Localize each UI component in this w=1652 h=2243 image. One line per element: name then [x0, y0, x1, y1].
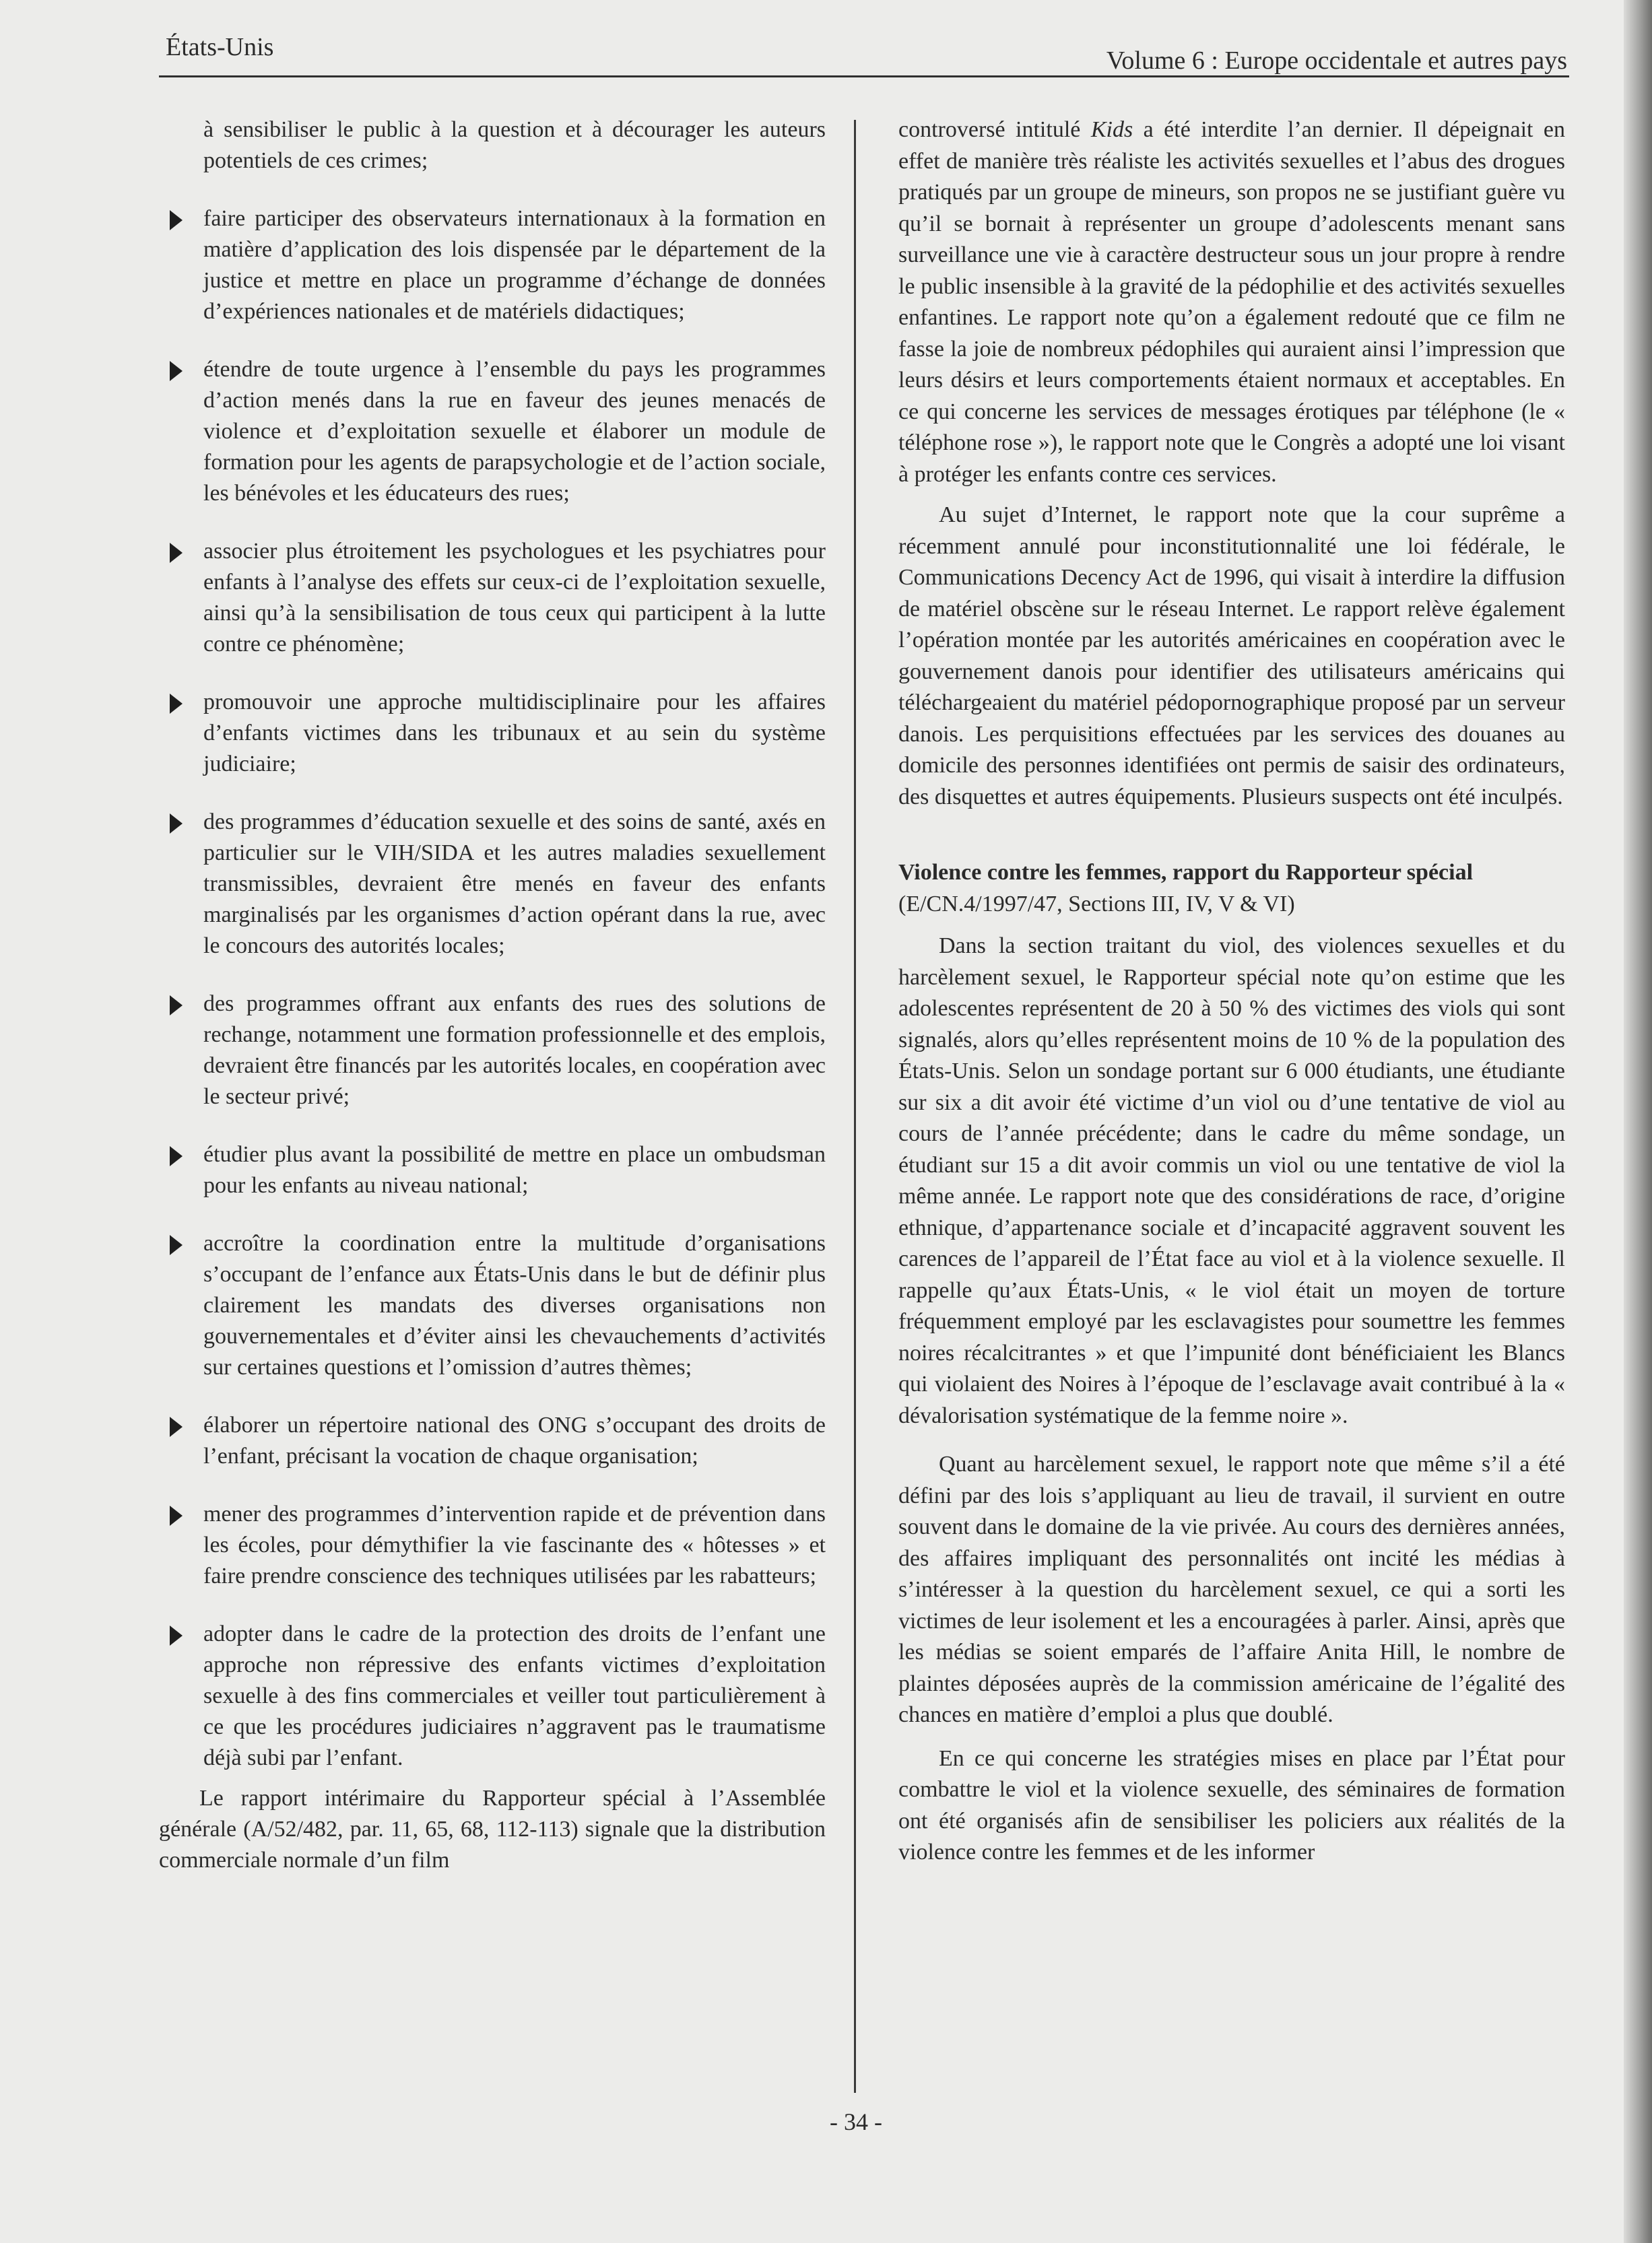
- list-item: [159, 1228, 826, 1383]
- list-item-text: promouvoir une approche multidisciplinaire pour les affaires d’enfants victimes dans les tribunaux et au sein du système judiciaire;: [203, 690, 826, 776]
- bullet-arrow-icon: [170, 694, 183, 714]
- column-divider: [854, 120, 856, 2093]
- list-item-text: à sensibiliser le public à la question et à décourager les auteurs potentiels de ces crimes;: [203, 117, 826, 173]
- page-number: - 34 -: [830, 2108, 882, 2135]
- paragraph-text: controversé intitulé: [898, 117, 1091, 142]
- recommendation-list: [159, 114, 826, 1774]
- list-item-text: des programmes offrant aux enfants des rues des solutions de rechange, notamment une formation professionnelle et des emplois, devraient être financés par les autorités locales, en coopération avec le secteur privé;: [203, 991, 826, 1109]
- bullet-arrow-icon: [170, 543, 183, 563]
- bullet-arrow-icon: [170, 210, 183, 230]
- list-item: [159, 687, 826, 780]
- bullet-arrow-icon: [170, 813, 183, 834]
- list-item: [159, 989, 826, 1112]
- film-title: Kids: [1090, 117, 1133, 142]
- closing-paragraph: Le rapport intérimaire du Rapporteur spécial à l’Assemblée générale (A/52/482, par. 11, 65, 68, 112-113) signale que la distribution commerciale normale d’un film: [159, 1786, 826, 1873]
- list-item: [159, 354, 826, 509]
- list-item-text: des programmes d’éducation sexuelle et des soins de santé, axés en particulier sur le VIH/SIDA et les autres maladies sexuellement transmissibles, devraient être menés en faveur des enfants marginalisés par les organismes d’action opérant dans la rue, avec le concours des autorités locales;: [203, 809, 826, 958]
- paragraph-rape: Dans la section traitant du viol, des violences sexuelles et du harcèlement sexuel, le Rapporteur spécial note qu’on estime que les adolescentes représentent de 20 à 50 % des victimes des viols qui sont signalés, alors qu’elles représentent moins de 10 % de la population des États-Unis. Selon un sondage portant sur 6 000 étudiants, une étudiante sur six a dit avoir été victime d’un viol ou d’une tentative de viol au cours de l’année précédente; dans le cadre du même sondage, un étudiant sur 15 a dit avoir commis un viol ou une tentative de viol la même année. Le rapport note que des considérations de race, d’origine ethnique, d’appartenance sociale et d’incapacité aggravent souvent les carences de l’appareil de l’État face au viol et à la violence sexuelle. Il rappelle qu’aux États-Unis, « le viol était un moyen de torture fréquemment employé par les esclavagistes pour soumettre les femmes noires récalcitrantes » et que l’impunité dont bénéficiaient les Blancs qui violaient des Noires à l’époque de l’esclavage avait contribué à la « dévalorisation systématique de la femme noire ».: [898, 933, 1565, 1428]
- list-item: [159, 536, 826, 660]
- running-header-country: États-Unis: [166, 33, 274, 61]
- scan-shadow-edge: [1624, 0, 1652, 2243]
- left-column: [159, 114, 826, 1876]
- bullet-arrow-icon: [170, 1146, 183, 1166]
- list-item-text: étudier plus avant la possibilité de mettre en place un ombudsman pour les enfants au niveau national;: [203, 1142, 826, 1198]
- list-item-text: étendre de toute urgence à l’ensemble du pays les programmes d’action menés dans la rue en faveur des jeunes menacés de violence et d’exploitation sexuelle et élaborer un module de formation pour les agents de parapsychologie et de l’action sociale, les bénévoles et les éducateurs des rues;: [203, 357, 826, 506]
- right-column: [898, 114, 1565, 1869]
- list-item: [159, 1619, 826, 1774]
- list-item: [159, 203, 826, 327]
- list-item-text: accroître la coordination entre la multitude d’organisations s’occupant de l’enfance aux États-Unis dans le but de définir plus clairement les mandats des diverses organisations non gouvernementales et d’éviter ainsi les chevauchements d’activités sur certaines questions et l’omission d’autres thèmes;: [203, 1231, 826, 1380]
- section-heading: [898, 857, 1565, 920]
- list-item-text: faire participer des observateurs internationaux à la formation en matière d’application des lois dispensée par le département de la justice et mettre en place un programme d’échange de données d’expériences nationales et de matériels didactiques;: [203, 206, 826, 324]
- section-heading-title: Violence contre les femmes, rapport du Rapporteur spécial: [898, 860, 1474, 885]
- bullet-arrow-icon: [170, 1506, 183, 1526]
- list-item-text: mener des programmes d’intervention rapide et de prévention dans les écoles, pour démythifier la vie fascinante des « hôtesses » et faire prendre conscience des techniques utilisées par les rabatteurs;: [203, 1502, 826, 1588]
- list-item-text: associer plus étroitement les psychologues et les psychiatres pour enfants à l’analyse des effets sur ceux-ci de l’exploitation sexuelle, ainsi qu’à la sensibilisation de tous ceux qui participent à la lutte contre ce phénomène;: [203, 539, 826, 657]
- list-item-text: adopter dans le cadre de la protection des droits de l’enfant une approche non répressive des enfants victimes d’exploitation sexuelle à des fins commerciales et veiller tout particulièrement à ce que les procédures judiciaires n’aggravent pas le traumatisme déjà subi par l’enfant.: [203, 1621, 826, 1770]
- paragraph-kids-film: [898, 114, 1565, 490]
- bullet-arrow-icon: [170, 361, 183, 381]
- paragraph-strategies: En ce qui concerne les stratégies mises en place par l’État pour combattre le viol et la violence sexuelle, des séminaires de formation ont été organisés afin de sensibiliser les policiers aux réalités de la violence contre les femmes et de les informer: [898, 1745, 1565, 1865]
- list-item-text: élaborer un répertoire national des ONG s’occupant des droits de l’enfant, précisant la vocation de chaque organisation;: [203, 1413, 826, 1469]
- list-item: [159, 807, 826, 962]
- bullet-arrow-icon: [170, 1626, 183, 1646]
- bullet-arrow-icon: [170, 995, 183, 1015]
- paragraph-text: a été interdite l’an dernier. Il dépeignait en effet de manière très réaliste les activités sexuelles et l’abus des drogues pratiqués par un groupe de mineurs, son propos ne se justifiant guère vu qu’il se bornait à représenter un groupe d’adolescents menant sans surveillance une vie à caractère destructeur sous un jour propre à rendre le public insensible à la gravité de la pédophilie et des activités sexuelles enfantines. Le rapport note qu’on a également redouté que ce film ne fasse la joie de nombreux pédophiles qui auraient ainsi l’impression que leurs désirs et leurs comportements étaient normaux et acceptables. En ce qui concerne les services de messages érotiques par téléphone (le « téléphone rose »), le rapport note que le Congrès a adopté une loi visant à protéger les enfants contre ces services.: [898, 117, 1566, 487]
- list-item: [159, 1499, 826, 1592]
- running-header-volume: Volume 6 : Europe occidentale et autres pays: [1106, 46, 1567, 75]
- header-rule: [159, 75, 1569, 77]
- list-item: [159, 1139, 826, 1201]
- list-item-continuation: [159, 114, 826, 176]
- list-item: [159, 1410, 826, 1472]
- bullet-arrow-icon: [170, 1417, 183, 1437]
- paragraph-harassment: Quant au harcèlement sexuel, le rapport note que même s’il a été défini par des lois s’appliquant au lieu de travail, il survient en outre souvent dans le domaine de la vie privée. Au cours des dernières années, des affaires impliquant des personnalités ont incité les médias à s’intéresser à la question du harcèlement sexuel, ce qui a sorti les victimes de leur isolement et les a encouragées à parler. Ainsi, après que les médias se soient emparés de l’affaire Anita Hill, le nombre de plaintes déposées auprès de la commission américaine de l’égalité des chances en matière d’emploi a plus que doublé.: [898, 1452, 1565, 1727]
- section-heading-reference: (E/CN.4/1997/47, Sections III, IV, V & VI): [898, 891, 1295, 916]
- paragraph-internet: Au sujet d’Internet, le rapport note que la cour suprême a récemment annulé pour inconstitutionnalité une loi fédérale, le Communications Decency Act de 1996, qui visait à interdire la diffusion de matériel obscène sur le réseau Internet. Le rapport relève également l’opération montée par les autorités américaines en coopération avec le gouvernement danois pour identifier des utilisateurs américains qui téléchargeaient du matériel pédopornographique proposé par un serveur danois. Les perquisitions effectuées par les services des douanes au domicile des personnes identifiées ont permis de saisir des ordinateurs, des disquettes et autres équipements. Plusieurs suspects ont été inculpés.: [898, 502, 1565, 809]
- bullet-arrow-icon: [170, 1235, 183, 1255]
